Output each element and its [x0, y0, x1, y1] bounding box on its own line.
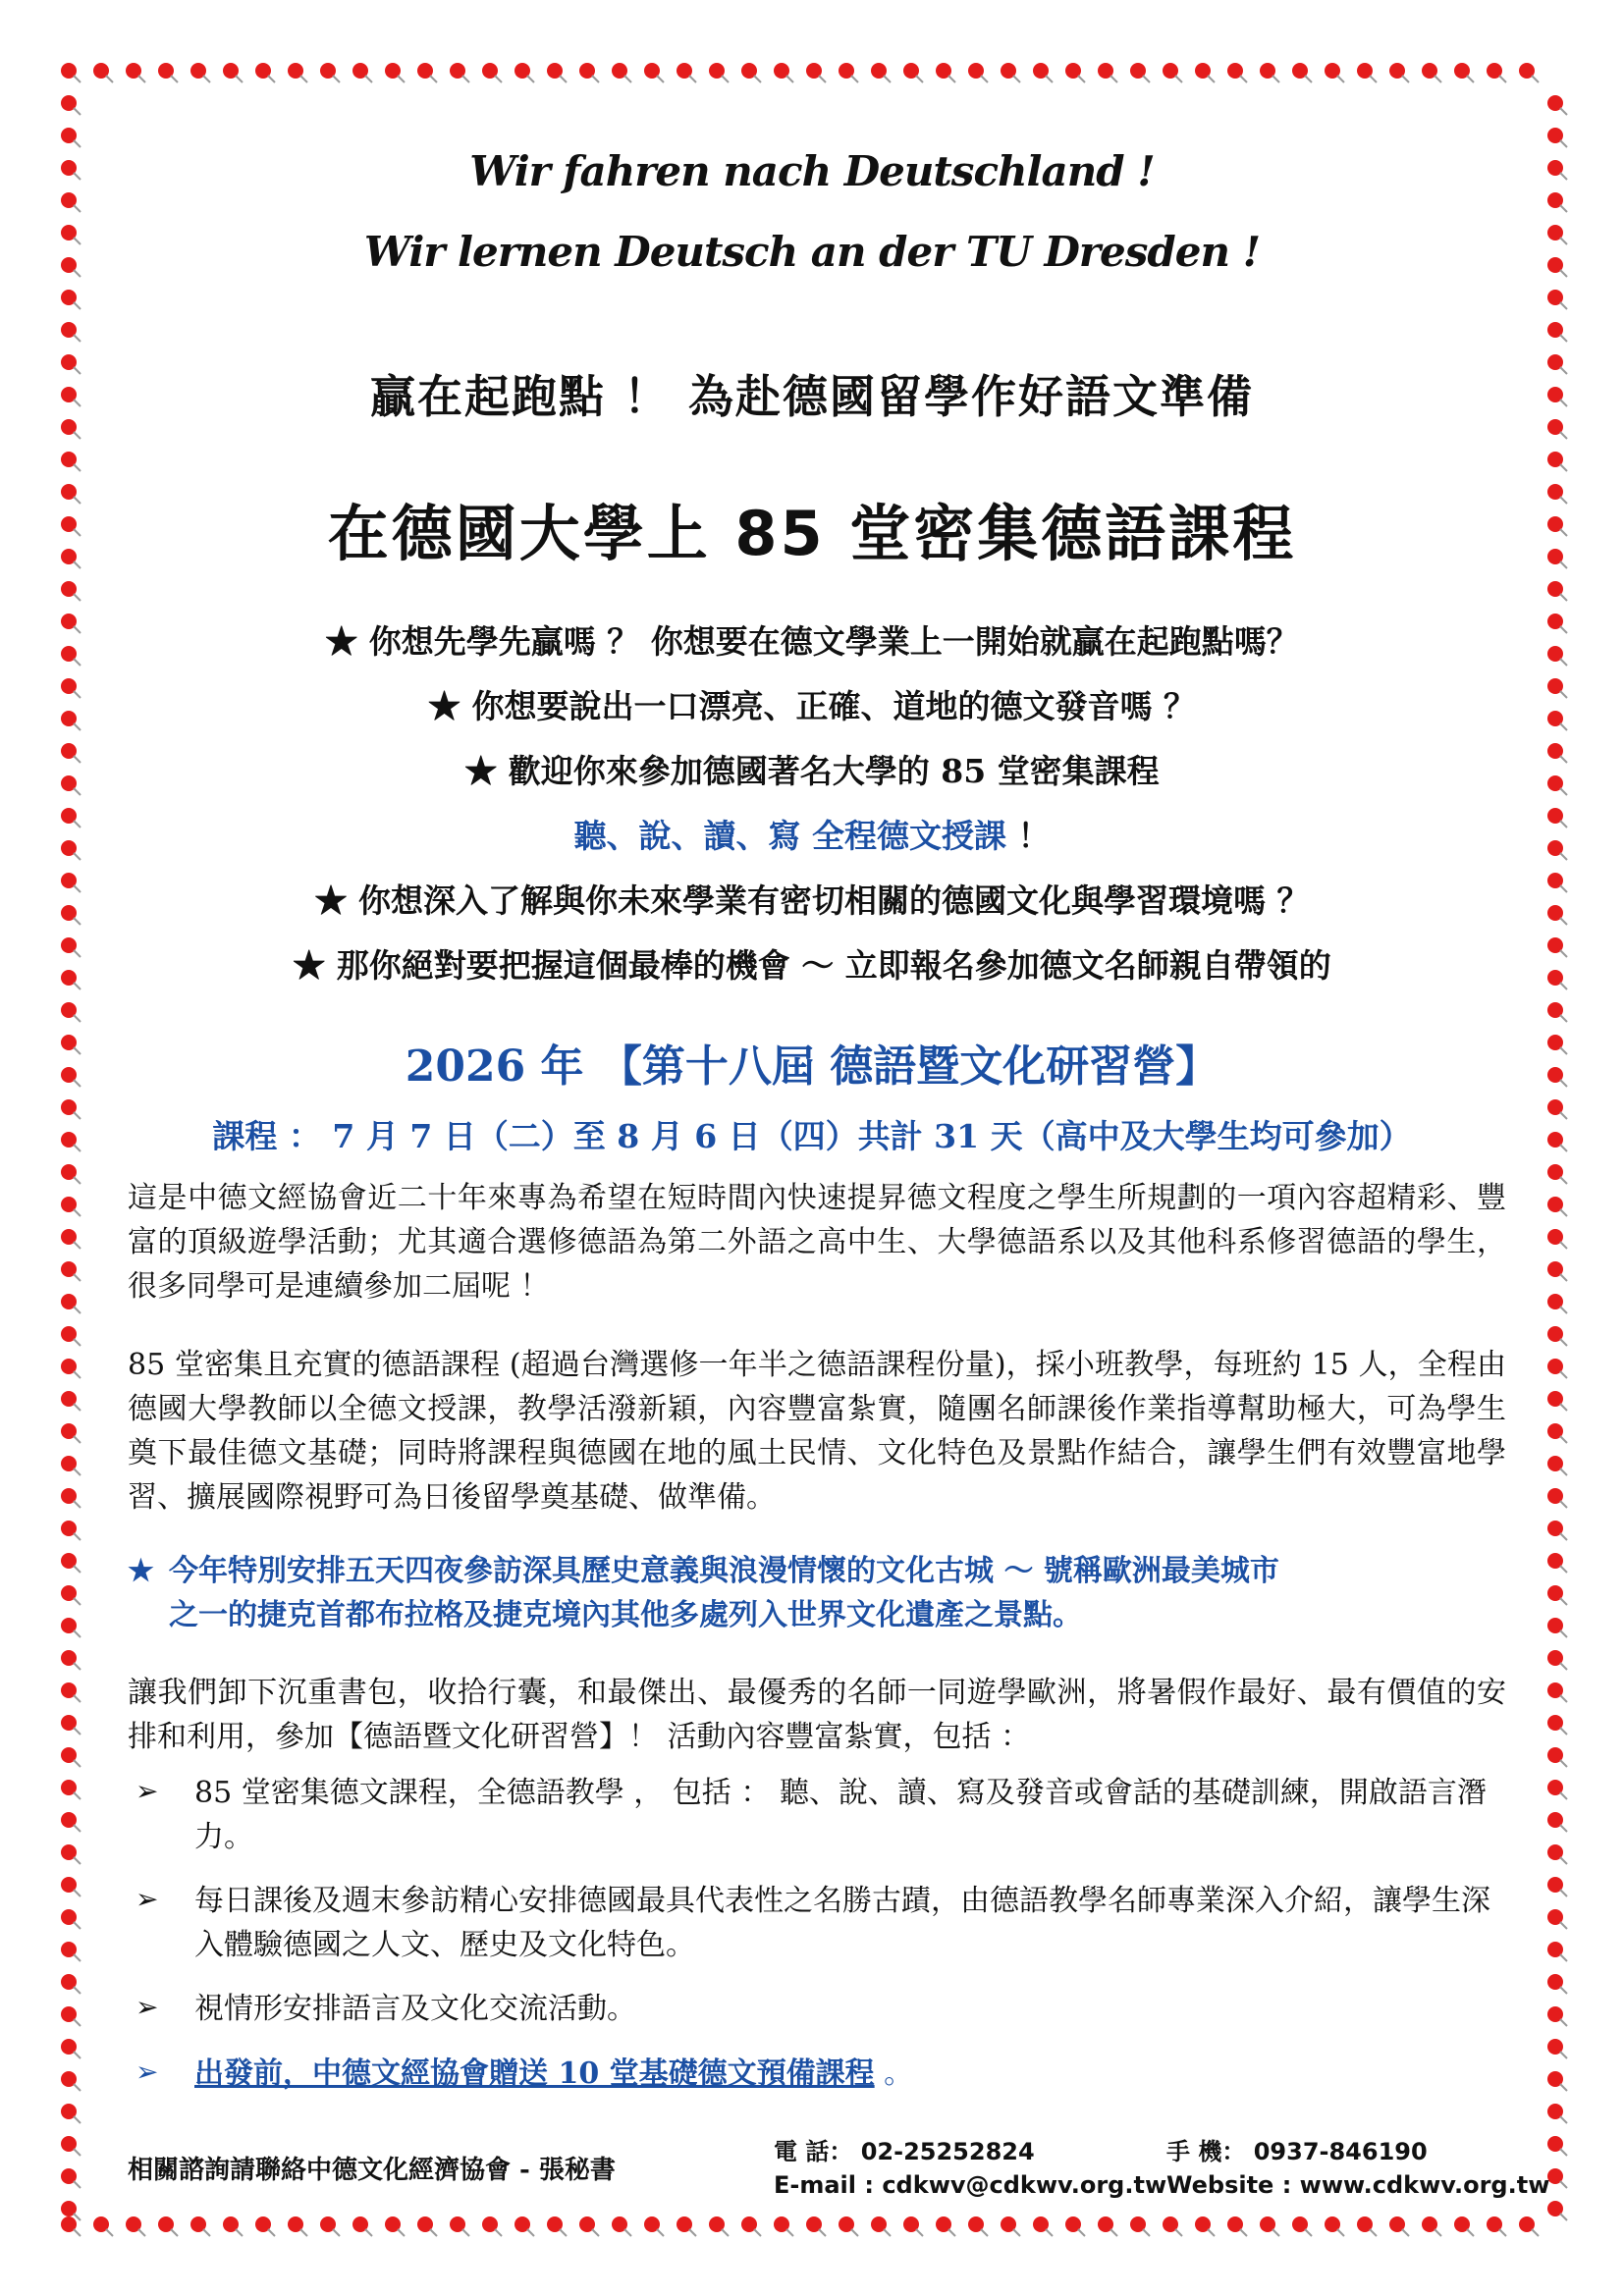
- border-dot: [61, 95, 81, 115]
- highlight-line-2: 之一的捷克首都布拉格及捷克境內其他多處列入世界文化遺產之景點。: [169, 1598, 1082, 1632]
- phone-number[interactable]: 02-25252824: [860, 2138, 1035, 2165]
- border-dot: [1547, 1164, 1567, 1184]
- prep-course-item: [194, 2052, 1506, 2096]
- border-dot: [61, 1488, 81, 1508]
- border-dot: [1547, 1261, 1567, 1281]
- border-dot: [1547, 2201, 1567, 2220]
- border-dot: [417, 2216, 437, 2236]
- all-german-teaching-line: [118, 811, 1506, 857]
- border-dot: [1389, 63, 1409, 82]
- border-dot: [1547, 873, 1567, 892]
- border-dot: [61, 322, 81, 342]
- arrow-bullet-icon: ➢: [135, 1883, 159, 1915]
- border-dot: [61, 2136, 81, 2156]
- border-dot: [579, 63, 599, 82]
- border-dot: [61, 1326, 81, 1346]
- border-dot: [1001, 2216, 1020, 2236]
- all-german-teaching-text: 聽、說、讀、寫 全程德文授課: [573, 817, 1006, 855]
- border-dot: [936, 63, 955, 82]
- border-dot: [1547, 1229, 1567, 1249]
- border-dot: [1547, 1099, 1567, 1119]
- border-dot: [61, 1132, 81, 1151]
- border-dot: [61, 1942, 81, 1961]
- border-dot: [61, 1682, 81, 1702]
- border-dot: [1547, 192, 1567, 212]
- border-dot: [968, 63, 988, 82]
- border-dot: [61, 646, 81, 666]
- mobile-info: [1166, 2132, 1428, 2166]
- border-dot: [677, 63, 696, 82]
- border-dot: [1357, 2216, 1377, 2236]
- border-dot: [709, 63, 729, 82]
- highlight-star: ★: [128, 1554, 154, 1588]
- border-dot: [158, 63, 178, 82]
- border-dot: [61, 160, 81, 180]
- border-dot: [1227, 63, 1247, 82]
- border-dot: [1098, 63, 1117, 82]
- border-dot: [1547, 937, 1567, 957]
- border-dot: [1422, 2216, 1441, 2236]
- border-dot: [61, 192, 81, 212]
- border-dot: [1519, 2216, 1539, 2236]
- border-dot: [1547, 970, 1567, 989]
- border-dot: [1547, 1585, 1567, 1605]
- border-dot: [1487, 63, 1506, 82]
- border-dot: [1547, 1294, 1567, 1313]
- border-dot: [1292, 63, 1312, 82]
- border-dot: [61, 2039, 81, 2058]
- border-dot: [61, 1877, 81, 1896]
- arrow-bullet-icon: ➢: [135, 1775, 159, 1807]
- border-dot: [1547, 1521, 1567, 1540]
- border-dot: [1547, 1942, 1567, 1961]
- border-dot: [741, 2216, 761, 2236]
- border-dot: [871, 2216, 891, 2236]
- border-dot: [1547, 2136, 1567, 2156]
- border-dot: [288, 63, 307, 82]
- border-dot: [61, 1715, 81, 1735]
- border-dot: [741, 63, 761, 82]
- bullet-2: ★ 你想要說出一口漂亮、正確、道地的德文發音嗎 ？: [428, 687, 1196, 725]
- border-dot: [255, 2216, 275, 2236]
- border-dot: [61, 419, 81, 439]
- paragraph-activities: 讓我們卸下沉重書包，收拾行囊，和最傑出、最優秀的名師一同遊學歐洲，將暑假作最好、最有價值的安排和利用，參加【德語暨文化研習營】！ 活動內容豐富紮實，包括 ：: [128, 1676, 1506, 1754]
- border-dot: [61, 1553, 81, 1573]
- border-dot: [1163, 63, 1182, 82]
- border-dot: [158, 2216, 178, 2236]
- border-dot: [61, 2006, 81, 2026]
- border-dot: [968, 2216, 988, 2236]
- bullet-5: ★ 那你絕對要把握這個最棒的機會 ～ 立即報名參加德文名師親自帶領的: [293, 946, 1331, 985]
- border-dot: [547, 2216, 567, 2236]
- border-dot: [93, 2216, 113, 2236]
- contact-line: 相關諮詢請聯絡中德文化經濟協會 - 張秘書: [128, 2156, 616, 2185]
- border-dot: [61, 970, 81, 989]
- border-dot: [61, 63, 81, 82]
- border-dot: [61, 743, 81, 763]
- border-dot: [1065, 63, 1085, 82]
- mobile-number[interactable]: 0937-846190: [1253, 2138, 1428, 2165]
- border-dot: [61, 1456, 81, 1475]
- border-dot: [1547, 1002, 1567, 1022]
- border-dot: [61, 516, 81, 536]
- border-dot: [1163, 2216, 1182, 2236]
- border-dot: [1547, 322, 1567, 342]
- border-dot: [514, 2216, 534, 2236]
- border-dot: [1547, 678, 1567, 698]
- border-dot: [514, 63, 534, 82]
- list-item: 視情形安排語言及文化交流活動。: [194, 1992, 636, 2026]
- border-dot: [61, 387, 81, 406]
- border-dot: [1547, 1553, 1567, 1573]
- border-dot: [61, 1521, 81, 1540]
- bullet-4: ★ 你想深入了解與你未來學業有密切相關的德國文化與學習環境嗎 ？: [314, 881, 1310, 920]
- border-dot: [61, 1099, 81, 1119]
- border-dot: [61, 354, 81, 374]
- email-address[interactable]: cdkwv@cdkwv.org.tw: [882, 2171, 1167, 2199]
- border-dot: [61, 1747, 81, 1767]
- border-dot: [1547, 743, 1567, 763]
- border-dot: [385, 63, 405, 82]
- border-dot: [1547, 1780, 1567, 1799]
- border-dot: [61, 128, 81, 147]
- border-dot: [936, 2216, 955, 2236]
- border-dot: [320, 63, 340, 82]
- border-dot: [1547, 354, 1567, 374]
- arrow-bullet-icon: ➢: [135, 2056, 159, 2088]
- border-dot: [61, 1359, 81, 1378]
- border-dot: [1547, 2168, 1567, 2188]
- border-dot: [1130, 2216, 1150, 2236]
- border-dot: [806, 2216, 826, 2236]
- border-dot: [1454, 63, 1474, 82]
- border-dot: [450, 2216, 469, 2236]
- border-dot: [482, 2216, 502, 2236]
- border-dot: [1130, 63, 1150, 82]
- border-dot: [61, 1002, 81, 1022]
- border-dot: [1195, 63, 1215, 82]
- list-item: 85 堂密集德文課程，全德語教學 ， 包括 ： 聽、說、讀、寫及發音或會話的基礎訓練，開啟語言潛力。: [194, 1776, 1487, 1854]
- border-dot: [1547, 516, 1567, 536]
- border-dot: [320, 2216, 340, 2236]
- border-dot: [709, 2216, 729, 2236]
- border-dot: [839, 2216, 858, 2236]
- border-dot: [1547, 128, 1567, 147]
- border-dot: [903, 63, 923, 82]
- border-dot: [1547, 840, 1567, 860]
- border-dot: [61, 549, 81, 568]
- border-dot: [61, 2104, 81, 2123]
- border-dot: [774, 63, 793, 82]
- border-dot: [61, 225, 81, 244]
- border-dot: [1547, 225, 1567, 244]
- border-dot: [223, 2216, 243, 2236]
- border-dot: [1547, 1197, 1567, 1216]
- website-info: [1166, 2171, 1549, 2199]
- border-dot: [61, 937, 81, 957]
- border-dot: [61, 1618, 81, 1637]
- border-dot: [1519, 63, 1539, 82]
- border-dot: [1547, 419, 1567, 439]
- email-label: E-mail :: [774, 2171, 883, 2199]
- border-dot: [255, 63, 275, 82]
- border-dot: [547, 63, 567, 82]
- border-dot: [1195, 2216, 1215, 2236]
- border-dot: [1487, 2216, 1506, 2236]
- border-dot: [61, 808, 81, 828]
- border-dot: [1547, 95, 1567, 115]
- border-dot: [1098, 2216, 1117, 2236]
- border-dot: [839, 63, 858, 82]
- arrow-bullet-icon: ➢: [135, 1991, 159, 2023]
- border-dot: [61, 290, 81, 309]
- border-dot: [1547, 1391, 1567, 1411]
- border-dot: [61, 1650, 81, 1670]
- border-dot: [1001, 63, 1020, 82]
- border-dot: [1547, 581, 1567, 601]
- border-dot: [644, 2216, 664, 2236]
- border-dot: [417, 63, 437, 82]
- border-dot: [61, 1261, 81, 1281]
- border-dot: [1547, 1682, 1567, 1702]
- border-dot: [61, 1035, 81, 1054]
- border-dot: [1547, 1359, 1567, 1378]
- highlight-line-1: 今年特別安排五天四夜參訪深具歷史意義與浪漫情懷的文化古城 ～ 號稱歐洲最美城市: [169, 1554, 1279, 1588]
- border-dot: [1547, 905, 1567, 925]
- border-dot: [1547, 484, 1567, 504]
- border-dot: [1547, 1035, 1567, 1054]
- border-dot: [126, 2216, 145, 2236]
- border-dot: [288, 2216, 307, 2236]
- border-dot: [1547, 775, 1567, 795]
- border-dot: [61, 1812, 81, 1832]
- border-dot: [1547, 1067, 1567, 1087]
- border-dot: [1547, 257, 1567, 277]
- border-dot: [450, 63, 469, 82]
- border-dot: [61, 452, 81, 471]
- border-dot: [1422, 63, 1441, 82]
- border-dot: [1547, 1877, 1567, 1896]
- border-dot: [1033, 2216, 1053, 2236]
- border-dot: [1547, 549, 1567, 568]
- border-dot: [61, 2071, 81, 2091]
- exclamation: ！: [1006, 817, 1051, 855]
- border-dot: [93, 63, 113, 82]
- border-dot: [579, 2216, 599, 2236]
- border-dot: [61, 1067, 81, 1087]
- border-dot: [1547, 1747, 1567, 1767]
- border-dot: [644, 63, 664, 82]
- border-dot: [352, 63, 372, 82]
- border-dot: [61, 1294, 81, 1313]
- border-dot: [1547, 711, 1567, 730]
- border-dot: [1547, 614, 1567, 633]
- border-dot: [61, 1197, 81, 1216]
- border-dot: [61, 1423, 81, 1443]
- border-dot: [482, 63, 502, 82]
- border-dot: [1357, 63, 1377, 82]
- border-dot: [61, 614, 81, 633]
- border-dot: [677, 2216, 696, 2236]
- border-dot: [1547, 1132, 1567, 1151]
- border-dot: [61, 775, 81, 795]
- border-dot: [1325, 2216, 1344, 2236]
- border-dot: [1547, 646, 1567, 666]
- border-dot: [1292, 2216, 1312, 2236]
- chinese-subtitle: 贏在起跑點 ！ 為赴德國留學作好語文準備: [369, 370, 1255, 423]
- border-dot: [1547, 1715, 1567, 1735]
- border-dot: [1547, 2104, 1567, 2123]
- border-dot: [1389, 2216, 1409, 2236]
- phone-info: [774, 2132, 1035, 2166]
- border-dot: [223, 63, 243, 82]
- website-link[interactable]: www.cdkwv.org.tw: [1299, 2171, 1550, 2199]
- border-dot: [806, 63, 826, 82]
- prep-course-link[interactable]: 出發前，中德文經協會贈送 10 堂基礎德文預備課程: [194, 2056, 875, 2091]
- bullet-3: ★ 歡迎你來參加德國著名大學的 85 堂密集課程: [464, 752, 1160, 790]
- border-dot: [61, 840, 81, 860]
- course-dates: 課程 ： 7 月 7 日（二）至 8 月 6 日（四）共計 31 天（高中及大學生均可參加）: [212, 1117, 1412, 1155]
- border-dot: [352, 2216, 372, 2236]
- border-dot: [1260, 63, 1279, 82]
- border-dot: [61, 1585, 81, 1605]
- border-dot: [61, 678, 81, 698]
- border-dot: [903, 2216, 923, 2236]
- camp-title: 2026 年 【第十八屆 德語暨文化研習營】: [405, 1041, 1219, 1092]
- border-dot: [1065, 2216, 1085, 2236]
- german-headline-2: Wir lernen Deutsch an der TU Dresden !: [363, 228, 1261, 276]
- border-dot: [871, 63, 891, 82]
- border-dot: [61, 2216, 81, 2236]
- german-headline-1: Wir fahren nach Deutschland !: [469, 147, 1155, 195]
- border-dot: [1547, 1423, 1567, 1443]
- border-dot: [1547, 290, 1567, 309]
- phone-label: 電 話：: [774, 2138, 853, 2165]
- border-dot: [61, 2168, 81, 2188]
- prep-course-tail: 。: [874, 2056, 914, 2091]
- border-dot: [774, 2216, 793, 2236]
- border-dot: [61, 905, 81, 925]
- border-dot: [1547, 2071, 1567, 2091]
- border-dot: [61, 711, 81, 730]
- border-dot: [612, 2216, 631, 2236]
- border-dot: [61, 1974, 81, 1994]
- list-item: 每日課後及週末參訪精心安排德國最具代表性之名勝古蹟，由德語教學名師專業深入介紹，讓學生深入體驗德國之人文、歷史及文化特色。: [194, 1884, 1490, 1962]
- chinese-main-title: 在德國大學上 85 堂密集德語課程: [327, 498, 1297, 569]
- border-dot: [1547, 452, 1567, 471]
- border-dot: [61, 484, 81, 504]
- border-dot: [61, 257, 81, 277]
- border-dot: [61, 1391, 81, 1411]
- border-dot: [190, 2216, 210, 2236]
- border-dot: [61, 1780, 81, 1799]
- border-dot: [612, 63, 631, 82]
- border-dot: [1547, 1456, 1567, 1475]
- border-dot: [1547, 1488, 1567, 1508]
- border-dot: [61, 1844, 81, 1864]
- border-dot: [190, 63, 210, 82]
- border-dot: [126, 63, 145, 82]
- bullet-1: ★ 你想先學先贏嗎 ？ 你想要在德文學業上一開始就贏在起跑點嗎？: [325, 622, 1299, 661]
- border-dot: [61, 1164, 81, 1184]
- border-dot: [1547, 1844, 1567, 1864]
- border-dot: [61, 1229, 81, 1249]
- border-dot: [1547, 387, 1567, 406]
- border-dot: [61, 581, 81, 601]
- border-dot: [1547, 2006, 1567, 2026]
- border-dot: [385, 2216, 405, 2236]
- border-dot: [1547, 1812, 1567, 1832]
- border-dot: [61, 873, 81, 892]
- paragraph-intro: 這是中德文經協會近二十年來專為希望在短時間內快速提昇德文程度之學生所規劃的一項內容超精彩、豐富的頂級遊學活動；尤其適合選修德語為第二外語之高中生、大學德語系以及其他科系修習德語的學生，很多同學可是連續參加二屆呢 ！: [128, 1181, 1506, 1304]
- border-dot: [1454, 2216, 1474, 2236]
- border-dot: [1260, 2216, 1279, 2236]
- border-dot: [1547, 1909, 1567, 1929]
- border-dot: [1325, 63, 1344, 82]
- email-info: [774, 2171, 1166, 2199]
- mobile-label: 手 機：: [1166, 2138, 1246, 2165]
- border-dot: [1547, 1326, 1567, 1346]
- flyer-page: [118, 118, 1550, 2199]
- border-dot: [1227, 2216, 1247, 2236]
- border-dot: [1033, 63, 1053, 82]
- border-dot: [1547, 1650, 1567, 1670]
- border-dot: [61, 1909, 81, 1929]
- paragraph-course: 85 堂密集且充實的德語課程 (超過台灣選修一年半之德語課程份量)，採小班教學，每班約 15 人，全程由德國大學教師以全德文授課，教學活潑新穎，內容豐富紮實，隨團名師課後作業指導幫助極大，可為學生奠下最佳德文基礎；同時將課程與德國在地的風土民情、文化特色及景點作結合，讓學生們有效豐富地學習、擴展國際視野可為日後留學奠基礎、做準備。: [128, 1348, 1506, 1515]
- border-dot: [1547, 160, 1567, 180]
- border-dot: [1547, 1618, 1567, 1637]
- border-dot: [1547, 808, 1567, 828]
- border-dot: [1547, 2039, 1567, 2058]
- website-label: Website :: [1166, 2171, 1300, 2199]
- border-dot: [1547, 1974, 1567, 1994]
